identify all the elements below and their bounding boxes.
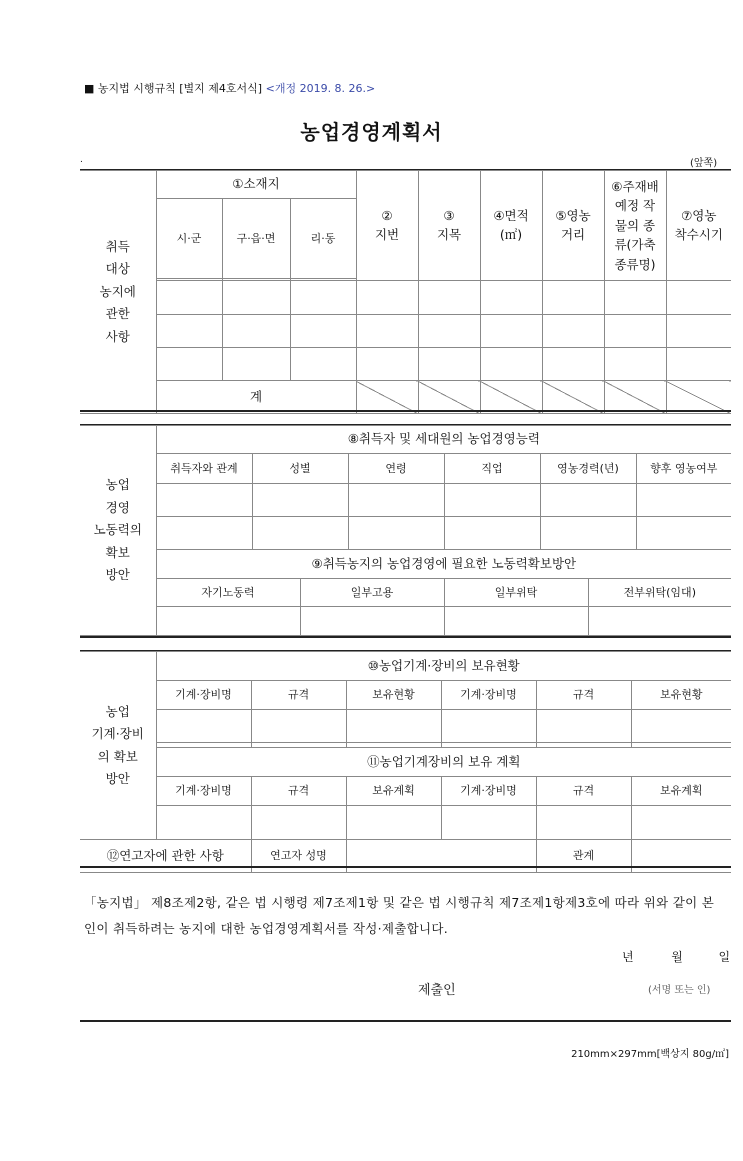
submitter-label: 제출인: [418, 983, 456, 998]
plan-col-name-2: 기계·장비명: [441, 777, 536, 806]
revision-date: <개정 2019. 8. 26.>: [265, 82, 376, 95]
day-label: 일: [718, 950, 731, 964]
col-self-labor: 자기노동력: [156, 579, 300, 607]
front-side-label: (앞쪽): [690, 158, 718, 169]
relative-label: ⑫연고자에 관한 사항: [80, 840, 251, 873]
labor-title: ⑨취득농지의 농업경영에 필요한 노동력확보방안: [156, 550, 731, 579]
col-career: 영농경력(년): [540, 454, 636, 484]
month-label: 월: [671, 950, 683, 964]
section-equipment-table: [80, 651, 731, 873]
col-partial-consign: 일부위탁: [444, 579, 588, 607]
hold-col-spec-1: 규격: [251, 681, 346, 710]
plan-col-plan-1: 보유계획: [346, 777, 441, 806]
section-labor-table: [80, 425, 731, 636]
page-title: 농업경영계획서: [300, 120, 443, 144]
sigun-header: 시·군: [156, 199, 222, 279]
distance-header: ⑤영농 거리: [542, 171, 604, 281]
col-full-consign: 전부위탁(임대): [588, 579, 731, 607]
plan-col-name-1: 기계·장비명: [156, 777, 251, 806]
hold-title: ⑩농업기계·장비의 보유현황: [156, 652, 731, 681]
col-gender: 성별: [252, 454, 348, 484]
ridong-header: 리·동: [290, 199, 356, 279]
col-age: 연령: [348, 454, 444, 484]
plan-col-plan-2: 보유계획: [631, 777, 731, 806]
area-header: ④면적 (㎡): [480, 171, 542, 281]
col-job: 직업: [444, 454, 540, 484]
col-partial-hire: 일부고용: [300, 579, 444, 607]
plan-title: ⑪농업기계장비의 보유 계획: [156, 748, 731, 777]
hold-col-name-1: 기계·장비명: [156, 681, 251, 710]
col-relation: 취득자와 관계: [156, 454, 252, 484]
start-header: ⑦영농 착수시기: [666, 171, 731, 281]
law-ref-text: ■ 농지법 시행규칙 [별지 제4호서식]: [84, 82, 263, 95]
section2-bottom-rule: [80, 636, 731, 638]
gueupmyeon-header: 구·읍·면: [222, 199, 290, 279]
relative-relation-label: 관계: [536, 840, 631, 873]
plan-col-spec-1: 규격: [251, 777, 346, 806]
section-labor-label: 농업 경영 노동력의 확보 방안: [80, 426, 156, 636]
paper-spec: 210mm×297mm[백상지 80g/㎡]: [571, 1049, 729, 1060]
crop-header: ⑥주재배 예정 작 물의 종 류(가축 종류명): [604, 171, 666, 281]
section1-bottom-rule: [80, 410, 731, 412]
signature-label: (서명 또는 인): [648, 985, 711, 996]
location-header: ①소재지: [156, 171, 356, 199]
section-land-label: 취득 대상 농지에 관한 사항: [80, 171, 156, 414]
jimok-header: ③ 지목: [418, 171, 480, 281]
col-future: 향후 영농여부: [636, 454, 731, 484]
hold-col-status-1: 보유현황: [346, 681, 441, 710]
total-label: 계: [156, 381, 356, 414]
section-equipment-label: 농업 기계·장비 의 확보 방안: [80, 652, 156, 840]
hold-col-name-2: 기계·장비명: [441, 681, 536, 710]
dot-mark: .: [80, 155, 83, 165]
section-land-table: [80, 170, 731, 414]
hold-col-spec-2: 규격: [536, 681, 631, 710]
jibun-header: ② 지번: [356, 171, 418, 281]
bottom-rule: [80, 1020, 731, 1022]
year-label: 년: [622, 950, 634, 964]
hold-col-status-2: 보유현황: [631, 681, 731, 710]
plan-col-spec-2: 규격: [536, 777, 631, 806]
ability-title: ⑧취득자 및 세대원의 농업경영능력: [156, 426, 731, 454]
section3-bottom-rule: [80, 866, 731, 868]
law-reference: [84, 80, 375, 96]
date-line: [622, 948, 730, 965]
relative-name-label: 연고자 성명: [251, 840, 346, 873]
declaration-text: 「농지법」 제8조제2항, 같은 법 시행령 제7조제1항 및 같은 법 시행규칙 제7조제1항제3호에 따라 위와 같이 본인이 취득하려는 농지에 대한 농업경영계획서를 작성·제출합니다.: [84, 895, 715, 936]
